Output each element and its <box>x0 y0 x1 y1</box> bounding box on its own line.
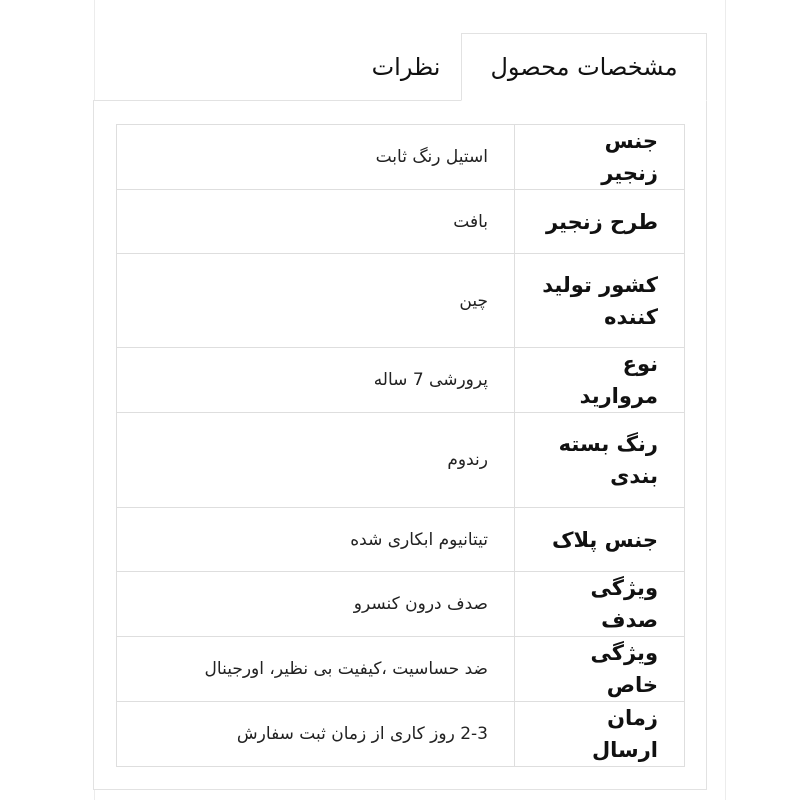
spec-value: رندوم <box>117 413 515 508</box>
spec-value: 2-3 روز کاری از زمان ثبت سفارش <box>117 702 515 767</box>
tab-product-specs[interactable]: مشخصات محصول <box>461 33 707 101</box>
spec-key: زمان ارسال <box>515 702 685 767</box>
spec-value: چین <box>117 254 515 348</box>
table-row <box>117 254 685 348</box>
spec-key: جنس زنجیر <box>515 125 685 190</box>
spec-value: پرورشی 7 ساله <box>117 348 515 413</box>
tab-reviews[interactable]: نظرات <box>371 53 441 81</box>
spec-value: بافت <box>117 190 515 254</box>
spec-key: ویژگی صدف <box>515 572 685 637</box>
spec-key: طرح زنجیر <box>515 190 685 254</box>
spec-key: جنس پلاک <box>515 508 685 572</box>
spec-value: صدف درون کنسرو <box>117 572 515 637</box>
specs-table <box>116 124 685 767</box>
spec-value: ضد حساسیت ،کیفیت بی نظیر، اورجینال <box>117 637 515 702</box>
spec-key: رنگ بسته بندی <box>515 413 685 508</box>
table-row <box>117 508 685 572</box>
table-row <box>117 572 685 637</box>
spec-value: استیل رنگ ثابت <box>117 125 515 190</box>
table-row <box>117 125 685 190</box>
spec-key: ویژگی خاص <box>515 637 685 702</box>
spec-value: تیتانیوم ابکاری شده <box>117 508 515 572</box>
tab-bar <box>351 33 707 101</box>
table-row <box>117 190 685 254</box>
table-row <box>117 702 685 767</box>
table-row <box>117 413 685 508</box>
spec-key: نوع مروارید <box>515 348 685 413</box>
spec-key: کشور تولید کننده <box>515 254 685 348</box>
table-row <box>117 348 685 413</box>
table-row <box>117 637 685 702</box>
